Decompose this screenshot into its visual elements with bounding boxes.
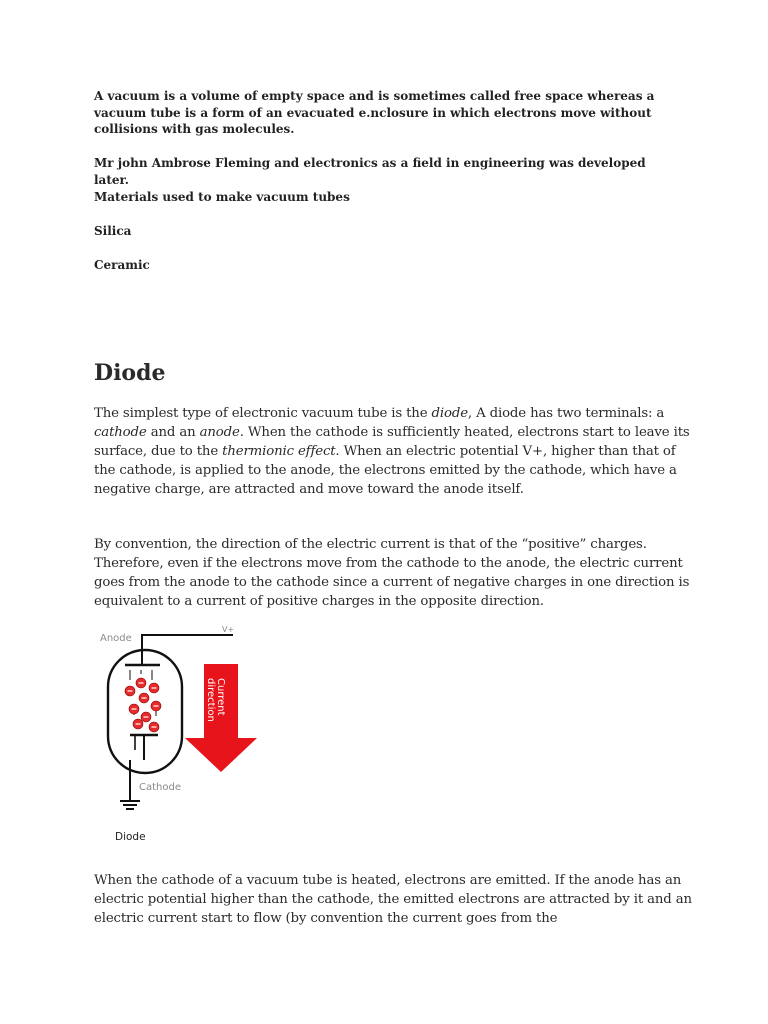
diode-paragraph-1 — [94, 404, 694, 499]
arrow-label-line1: Current — [215, 678, 226, 716]
diode-p1-text-3: and an — [146, 425, 200, 440]
materials-heading: Materials used to make vacuum tubes — [94, 190, 350, 204]
figure-caption: Diode — [115, 831, 146, 843]
thermionic-effect-term: thermionic effect. — [222, 444, 340, 459]
anode-label: Anode — [100, 633, 132, 644]
diode-figure — [94, 620, 264, 850]
vplus-label: V+ — [222, 625, 235, 634]
diode-term: diode — [431, 406, 468, 421]
intro-paragraph-fleming: Mr john Ambrose Fleming and electronics as a field in engineering was developed later. — [94, 156, 646, 187]
material-item-silica: Silica — [94, 224, 132, 238]
material-item-ceramic: Ceramic — [94, 258, 150, 272]
heated-cathode-paragraph: When the cathode of a vacuum tube is heated, electrons are emitted. If the anode has an electric potential higher than the cathode, the emitted electrons are attracted by it and an electric current start to flow (by convention the current goes from the — [94, 873, 692, 926]
diode-p1-text-2: , A diode has two terminals: a — [467, 406, 665, 421]
electrons — [125, 678, 161, 732]
arrow-label-line2: direction — [205, 678, 216, 722]
section-title-diode: Diode — [94, 360, 166, 386]
diode-p1-text-4: When the cathode is sufficiently heated, electrons start to leave its surface, due to the — [94, 425, 690, 459]
diode-p1-text-5: When an electric potential V+, higher than that of the cathode, is applied to the anode, the electrons emitted by the cathode, which have a negative charge, are attracted and move toward the anode itself. — [94, 444, 677, 497]
cathode-label: Cathode — [139, 782, 181, 793]
anode-term: anode. — [199, 425, 244, 440]
current-convention-paragraph: By convention, the direction of the electric current is that of the “positive” charges. Therefore, even if the electrons move from the cathode to the anode, the electric current goes from the anode to the cathode since a current of negative charges in one direction is equivalent to a current of positive charges in the opposite direction. — [94, 537, 690, 609]
intro-paragraph-vacuum: A vacuum is a volume of empty space and is sometimes called free space whereas a vacuum tube is a form of an evacuated e.nclosure in which electrons move without collisions with gas molecules. — [94, 89, 655, 136]
vplus-wire — [142, 635, 233, 662]
diode-p1-text-1: The simplest type of electronic vacuum tube is the — [94, 406, 432, 421]
cathode-term: cathode — [94, 425, 147, 440]
diode-diagram — [94, 620, 264, 850]
